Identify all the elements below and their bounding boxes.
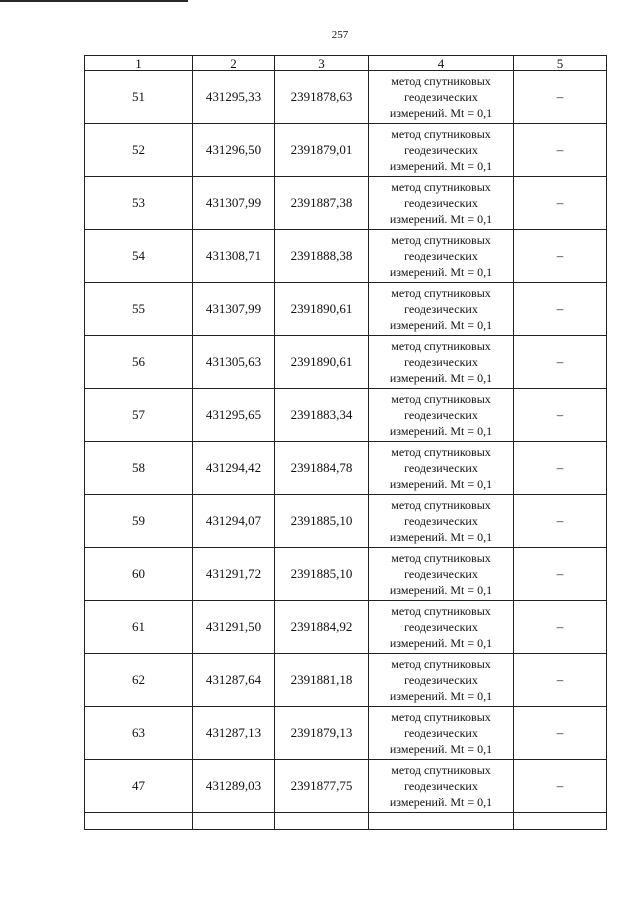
column-header: 4: [369, 56, 514, 71]
method-line: измерений. Mt = 0,1: [389, 212, 493, 226]
table-row: [85, 707, 607, 760]
point-number-cell: 58: [85, 442, 193, 495]
note-cell: –: [514, 230, 607, 283]
y-coordinate-cell: 2391881,18: [275, 654, 369, 707]
y-coordinate-cell: 2391887,38: [275, 177, 369, 230]
method-line: измерений. Mt = 0,1: [389, 318, 493, 332]
point-number-cell: 57: [85, 389, 193, 442]
method-line: геодезических: [404, 90, 478, 104]
x-coordinate-cell: 431307,99: [193, 177, 275, 230]
method-line: измерений. Mt = 0,1: [389, 636, 493, 650]
empty-cell: [193, 813, 275, 830]
table-row: [85, 495, 607, 548]
method-cell: [369, 336, 514, 389]
method-line: геодезических: [404, 673, 478, 687]
method-line: метод спутниковых: [391, 657, 491, 671]
method-line: измерений. Mt = 0,1: [389, 689, 493, 703]
method-line: измерений. Mt = 0,1: [389, 530, 493, 544]
point-number-cell: 54: [85, 230, 193, 283]
empty-cell: [275, 813, 369, 830]
table-body: [85, 56, 607, 830]
method-line: измерений. Mt = 0,1: [389, 371, 493, 385]
method-line: метод спутниковых: [391, 498, 491, 512]
table-row: [85, 654, 607, 707]
point-number-cell: 55: [85, 283, 193, 336]
y-coordinate-cell: 2391879,13: [275, 707, 369, 760]
note-cell: –: [514, 177, 607, 230]
method-cell: [369, 654, 514, 707]
method-cell: [369, 71, 514, 124]
method-line: геодезических: [404, 196, 478, 210]
method-line: метод спутниковых: [391, 551, 491, 565]
note-cell: –: [514, 389, 607, 442]
x-coordinate-cell: 431289,03: [193, 760, 275, 813]
table-row: [85, 548, 607, 601]
empty-cell: [514, 813, 607, 830]
column-header: 3: [275, 56, 369, 71]
method-cell: [369, 283, 514, 336]
method-line: измерений. Mt = 0,1: [389, 742, 493, 756]
x-coordinate-cell: 431295,65: [193, 389, 275, 442]
note-cell: –: [514, 654, 607, 707]
y-coordinate-cell: 2391877,75: [275, 760, 369, 813]
x-coordinate-cell: 431307,99: [193, 283, 275, 336]
method-line: геодезических: [404, 408, 478, 422]
method-line: геодезических: [404, 143, 478, 157]
method-cell: [369, 389, 514, 442]
method-cell: [369, 230, 514, 283]
table-row: [85, 336, 607, 389]
column-header: 2: [193, 56, 275, 71]
method-line: геодезических: [404, 726, 478, 740]
method-line: метод спутниковых: [391, 286, 491, 300]
y-coordinate-cell: 2391879,01: [275, 124, 369, 177]
x-coordinate-cell: 431294,07: [193, 495, 275, 548]
method-cell: [369, 548, 514, 601]
point-number-cell: 59: [85, 495, 193, 548]
method-line: геодезических: [404, 249, 478, 263]
method-cell: [369, 495, 514, 548]
point-number-cell: 61: [85, 601, 193, 654]
table-row: [85, 760, 607, 813]
method-cell: [369, 442, 514, 495]
method-line: метод спутниковых: [391, 604, 491, 618]
method-line: измерений. Mt = 0,1: [389, 424, 493, 438]
y-coordinate-cell: 2391885,10: [275, 548, 369, 601]
table-row: [85, 230, 607, 283]
x-coordinate-cell: 431296,50: [193, 124, 275, 177]
method-line: геодезических: [404, 567, 478, 581]
method-line: измерений. Mt = 0,1: [389, 159, 493, 173]
x-coordinate-cell: 431291,50: [193, 601, 275, 654]
method-cell: [369, 601, 514, 654]
x-coordinate-cell: 431295,33: [193, 71, 275, 124]
note-cell: –: [514, 283, 607, 336]
method-line: геодезических: [404, 461, 478, 475]
method-line: измерений. Mt = 0,1: [389, 106, 493, 120]
point-number-cell: 52: [85, 124, 193, 177]
empty-continuation-row: [85, 813, 607, 830]
x-coordinate-cell: 431294,42: [193, 442, 275, 495]
note-cell: –: [514, 707, 607, 760]
x-coordinate-cell: 431308,71: [193, 230, 275, 283]
top-rule: [0, 0, 188, 2]
method-cell: [369, 760, 514, 813]
method-line: метод спутниковых: [391, 445, 491, 459]
x-coordinate-cell: 431305,63: [193, 336, 275, 389]
method-line: метод спутниковых: [391, 710, 491, 724]
y-coordinate-cell: 2391890,61: [275, 336, 369, 389]
method-line: измерений. Mt = 0,1: [389, 583, 493, 597]
table-row: [85, 177, 607, 230]
note-cell: –: [514, 495, 607, 548]
point-number-cell: 51: [85, 71, 193, 124]
method-line: метод спутниковых: [391, 392, 491, 406]
x-coordinate-cell: 431287,13: [193, 707, 275, 760]
empty-cell: [369, 813, 514, 830]
table-row: [85, 283, 607, 336]
method-line: метод спутниковых: [391, 180, 491, 194]
note-cell: –: [514, 336, 607, 389]
method-line: метод спутниковых: [391, 127, 491, 141]
point-number-cell: 63: [85, 707, 193, 760]
method-line: метод спутниковых: [391, 74, 491, 88]
method-line: измерений. Mt = 0,1: [389, 265, 493, 279]
method-line: метод спутниковых: [391, 763, 491, 777]
note-cell: –: [514, 442, 607, 495]
method-line: метод спутниковых: [391, 233, 491, 247]
column-header: 5: [514, 56, 607, 71]
note-cell: –: [514, 548, 607, 601]
method-line: геодезических: [404, 355, 478, 369]
table-row: [85, 442, 607, 495]
method-line: геодезических: [404, 302, 478, 316]
y-coordinate-cell: 2391878,63: [275, 71, 369, 124]
note-cell: –: [514, 601, 607, 654]
table-row: [85, 71, 607, 124]
y-coordinate-cell: 2391885,10: [275, 495, 369, 548]
method-line: геодезических: [404, 620, 478, 634]
point-number-cell: 62: [85, 654, 193, 707]
header-row: [85, 56, 607, 71]
point-number-cell: 47: [85, 760, 193, 813]
y-coordinate-cell: 2391884,92: [275, 601, 369, 654]
method-line: измерений. Mt = 0,1: [389, 477, 493, 491]
method-cell: [369, 177, 514, 230]
x-coordinate-cell: 431291,72: [193, 548, 275, 601]
table-row: [85, 389, 607, 442]
y-coordinate-cell: 2391883,34: [275, 389, 369, 442]
empty-cell: [85, 813, 193, 830]
point-number-cell: 56: [85, 336, 193, 389]
y-coordinate-cell: 2391888,38: [275, 230, 369, 283]
method-line: геодезических: [404, 514, 478, 528]
point-number-cell: 60: [85, 548, 193, 601]
column-header: 1: [85, 56, 193, 71]
method-line: метод спутниковых: [391, 339, 491, 353]
point-number-cell: 53: [85, 177, 193, 230]
page-number: 257: [331, 29, 349, 41]
note-cell: –: [514, 124, 607, 177]
method-cell: [369, 707, 514, 760]
table-row: [85, 124, 607, 177]
note-cell: –: [514, 760, 607, 813]
method-line: геодезических: [404, 779, 478, 793]
table-row: [85, 601, 607, 654]
note-cell: –: [514, 71, 607, 124]
coordinates-table: [84, 55, 607, 830]
method-line: измерений. Mt = 0,1: [389, 795, 493, 809]
y-coordinate-cell: 2391890,61: [275, 283, 369, 336]
method-cell: [369, 124, 514, 177]
x-coordinate-cell: 431287,64: [193, 654, 275, 707]
y-coordinate-cell: 2391884,78: [275, 442, 369, 495]
